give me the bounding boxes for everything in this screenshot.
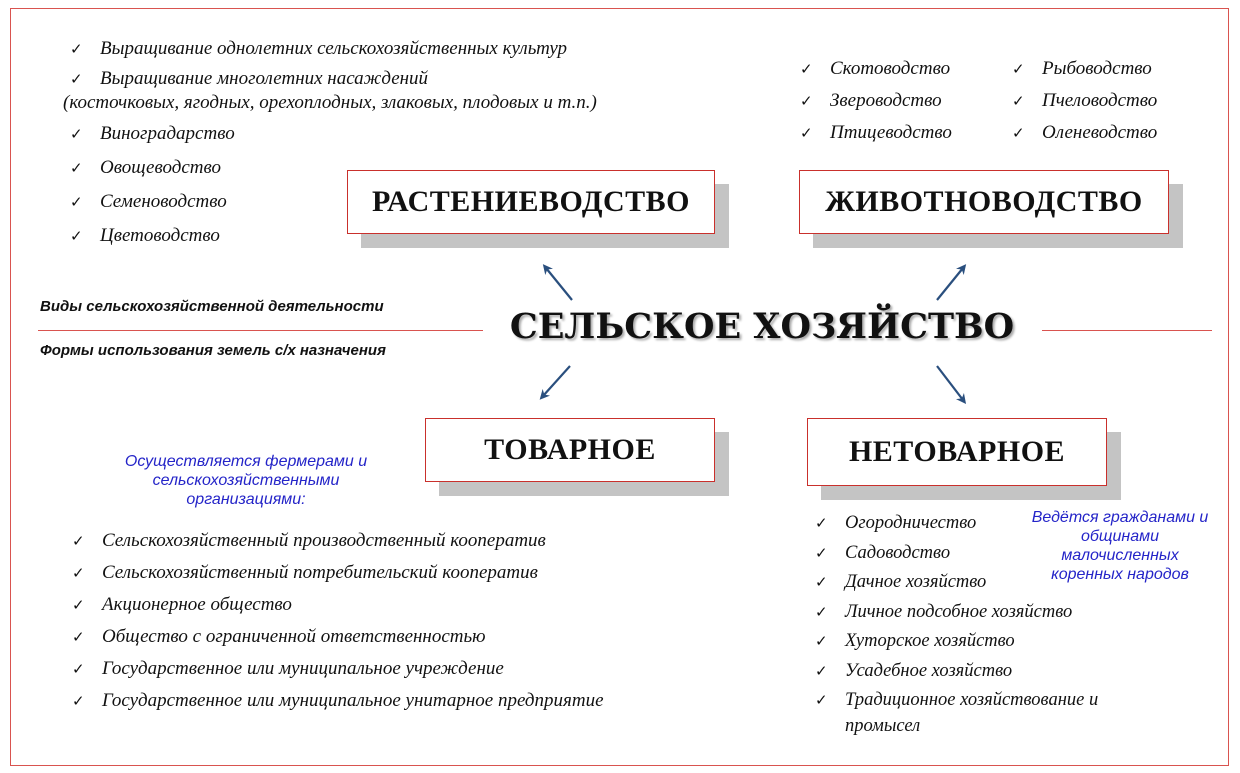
list-item: ✓ Скотоводство [800,53,952,85]
arrow-to-commodity [543,366,570,396]
list-item: ✓ Усадебное хозяйство [815,657,1098,687]
list-item: ✓ Рыбоводство [1012,53,1157,85]
list-item: ✓ Виноградарство [70,117,235,151]
kinds-label: Виды сельскохозяйственной деятельности [40,298,384,315]
list-item: ✓ Государственное или муниципальное учреждение [72,653,604,685]
list-item: ✓ Сельскохозяйственный потребительский кооператив [72,557,604,589]
list-item: ✓ Птицеводство [800,117,952,149]
list-item: ✓ Акционерное общество [72,589,604,621]
list-item: ✓ Садоводство [815,539,1098,569]
list-item: ✓ Хуторское хозяйство [815,627,1098,657]
commodity-box: ТОВАРНОЕ [425,418,715,482]
arrow-to-noncommodity [937,366,963,400]
center-title: СЕЛЬСКОЕ ХОЗЯЙСТВО [509,306,1015,347]
arrow-to-livestock [937,268,963,300]
forms-label: Формы использования земель с/х назначения [40,342,386,359]
list-item: ✓ Личное подсобное хозяйство [815,598,1098,628]
crop-box: РАСТЕНИЕВОДСТВО [347,170,715,234]
list-item: ✓ Сельскохозяйственный производственный кооператив [72,525,604,557]
noncommodity-list-continuation [845,713,920,739]
noncommodity-box: НЕТОВАРНОЕ [807,418,1107,486]
arrow-to-crop [546,268,572,300]
list-item: ✓ Государственное или муниципальное унитарное предприятие [72,685,604,717]
list-item: ✓ Выращивание многолетних насаждений [70,65,567,93]
list-item: ✓ Звероводство [800,85,952,117]
list-item: ✓ Выращивание однолетних сельскохозяйственных культур [70,33,567,65]
list-item: ✓ Семеноводство [70,185,235,219]
list-item-continuation: промысел [845,716,921,736]
list-item: ✓ Овощеводство [70,151,235,185]
list-item: ✓ Общество с ограниченной ответственностью [72,621,604,653]
list-item: ✓ Цветоводство [70,219,235,253]
list-item-continuation: (косточковых, ягодных, орехоплодных, злаковых, плодовых и т.п.) [63,92,597,113]
list-item: ✓ Огородничество [815,509,1098,539]
list-item: ✓ Традиционное хозяйствование и [815,686,1098,716]
noncommodity-note: Ведётся гражданами и общинами малочисленных коренных народов [1031,509,1209,583]
list-item: ✓ Дачное хозяйство [815,568,1098,598]
list-item: ✓ Пчеловодство [1012,85,1157,117]
commodity-list [72,525,604,717]
list-item: ✓ Оленеводство [1012,117,1157,149]
livestock-box: ЖИВОТНОВОДСТВО [799,170,1169,234]
commodity-note: Осуществляется фермерами и сельскохозяйственными организациями: [124,453,368,508]
